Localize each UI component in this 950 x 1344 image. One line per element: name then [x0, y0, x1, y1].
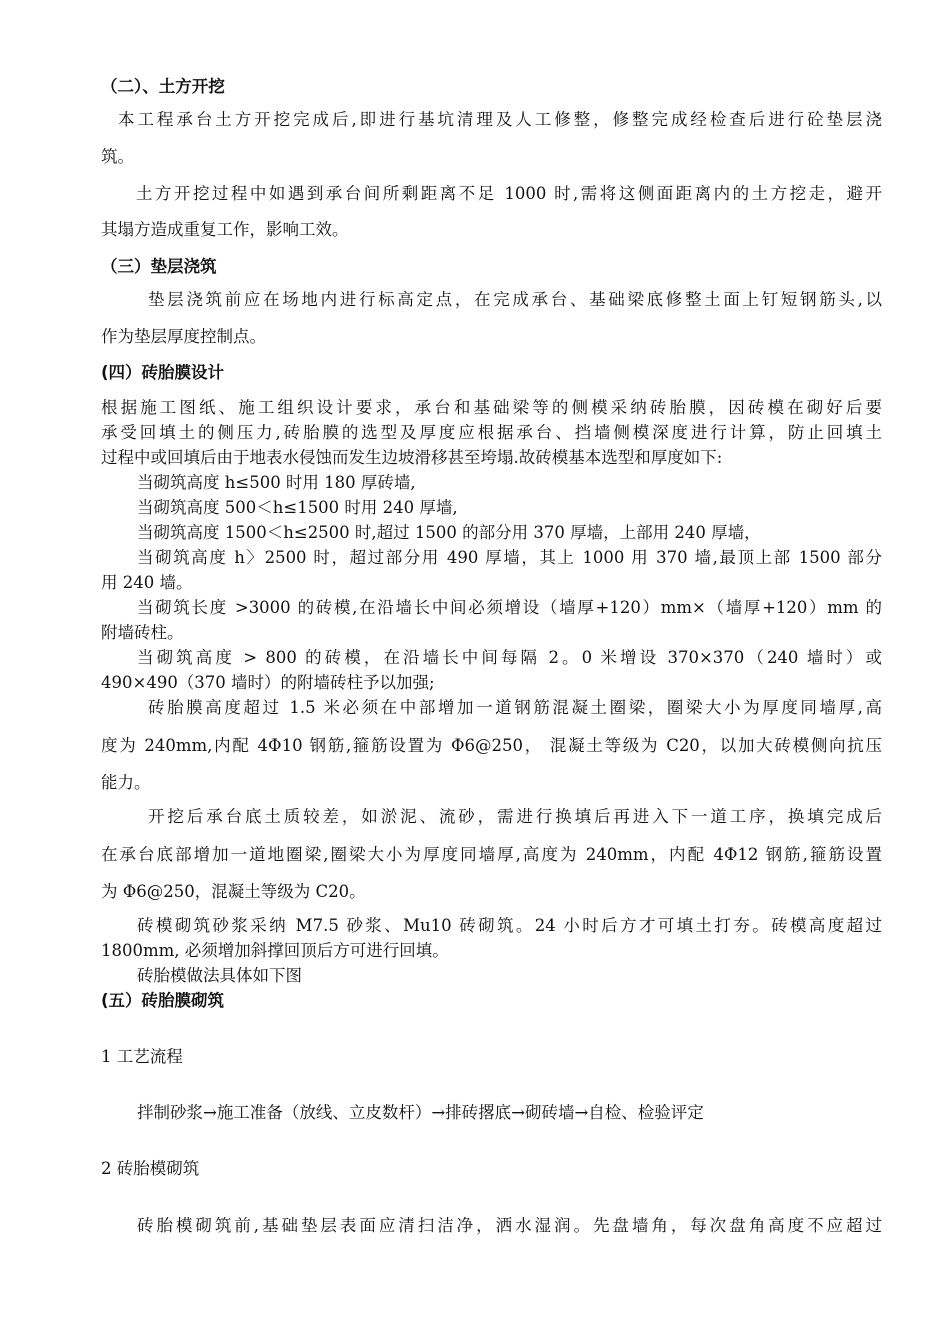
subsection-title: 1 工艺流程	[101, 1047, 183, 1066]
section-heading-excavation: （二）、土方开挖	[101, 77, 225, 96]
rule-line: 490×490（370 墙时）的附墙砖柱予以加强;	[101, 673, 435, 692]
paragraph-line: 土方开挖过程中如遇到承台间所剩距离不足 1000 时,需将这侧面距离内的土方挖走，避开	[136, 184, 882, 203]
paragraph-line: 其塌方造成重复工作，影响工效。	[101, 220, 349, 239]
paragraph-line: 过程中或回填后由于地表水侵蚀而发生边坡滑移甚至垮塌.故砖模基本选型和厚度如下:	[101, 448, 723, 467]
process-flow: 拌制砂浆→施工准备（放线、立皮数杆）→排砖撂底→砌砖墙→自检、检验评定	[137, 1103, 704, 1122]
paragraph-line: 砖胎模砌筑前,基础垫层表面应清扫洁净，洒水湿润。先盘墙角，每次盘角高度不应超过	[137, 1216, 882, 1235]
rule-line: 当砌筑高度 500＜h≤1500 时用 240 厚墙,	[137, 498, 458, 517]
paragraph-line: 在承台底部增加一道地圈梁,圈梁大小为厚度同墙厚,高度为 240mm，内配 4Φ12 钢筋,箍筋设置	[101, 845, 882, 864]
paragraph-line: 砖胎膜高度超过 1.5 米必须在中部增加一道钢筋混凝土圈梁，圈梁大小为厚度同墙厚,高	[148, 698, 882, 717]
rule-line: 用 240 墙。	[101, 573, 193, 592]
subsection-title: 2 砖胎模砌筑	[101, 1159, 200, 1178]
rule-line: 当砌筑高度 1500＜h≤2500 时,超过 1500 的部分用 370 厚墙，上部用 240 厚墙，	[137, 523, 761, 542]
paragraph-line: 为 Φ6@250，混凝土等级为 C20。	[101, 882, 366, 901]
paragraph-line: 本工程承台土方开挖完成后,即进行基坑清理及人工修整，修整完成经检查后进行砼垫层浇	[118, 110, 882, 129]
rule-line: 附墙砖柱。	[101, 623, 184, 642]
paragraph-line: 能力。	[101, 773, 151, 792]
rule-line: 当砌筑高度 h≤500 时用 180 厚砖墙,	[137, 473, 416, 492]
paragraph-line: 垫层浇筑前应在场地内进行标高定点，在完成承台、基础梁底修整土面上钉短钢筋头,以	[148, 290, 882, 309]
section-heading-brick-mold-design: (四）砖胎膜设计	[101, 363, 225, 382]
paragraph-line: 1800mm, 必须增加斜撑回顶后方可进行回填。	[101, 941, 449, 960]
paragraph-line: 根据施工图纸、施工组织设计要求，承台和基础梁等的侧模采纳砖胎膜，因砖模在砌好后要	[101, 398, 882, 417]
rule-line: 当砌筑高度 > 800 的砖模，在沿墙长中间每隔 2。0 米增设 370×370（240 墙时）或	[137, 648, 882, 667]
paragraph-line: 开挖后承台底土质较差，如淤泥、流砂，需进行换填后再进入下一道工序，换填完成后	[148, 807, 882, 826]
paragraph-line: 承受回填土的侧压力,砖胎膜的选型及厚度应根据承台、挡墙侧模深度进行计算，防止回填土	[101, 423, 882, 442]
section-heading-cushion: （三）垫层浇筑	[101, 257, 217, 276]
paragraph-line: 筑。	[101, 147, 134, 166]
rule-line: 当砌筑高度 h〉2500 时，超过部分用 490 厚墙，其上 1000 用 370 墙,最顶上部 1500 部分	[137, 548, 882, 567]
rule-line: 当砌筑长度 >3000 的砖模,在沿墙长中间必须增设（墙厚+120）mm×（墙厚+120）mm 的	[137, 598, 882, 617]
section-heading-brick-mold-masonry: (五）砖胎膜砌筑	[101, 991, 225, 1010]
figure-note: 砖胎模做法具体如下图	[137, 966, 302, 985]
paragraph-line: 砖模砌筑砂浆采纳 M7.5 砂浆、Mu10 砖砌筑。24 小时后方才可填土打夯。砖模高度超过	[137, 916, 882, 935]
paragraph-line: 度为 240mm,内配 4Φ10 钢筋,箍筋设置为 Φ6@250， 混凝土等级为 C20，以加大砖模侧向抗压	[101, 736, 882, 755]
paragraph-line: 作为垫层厚度控制点。	[101, 327, 266, 346]
